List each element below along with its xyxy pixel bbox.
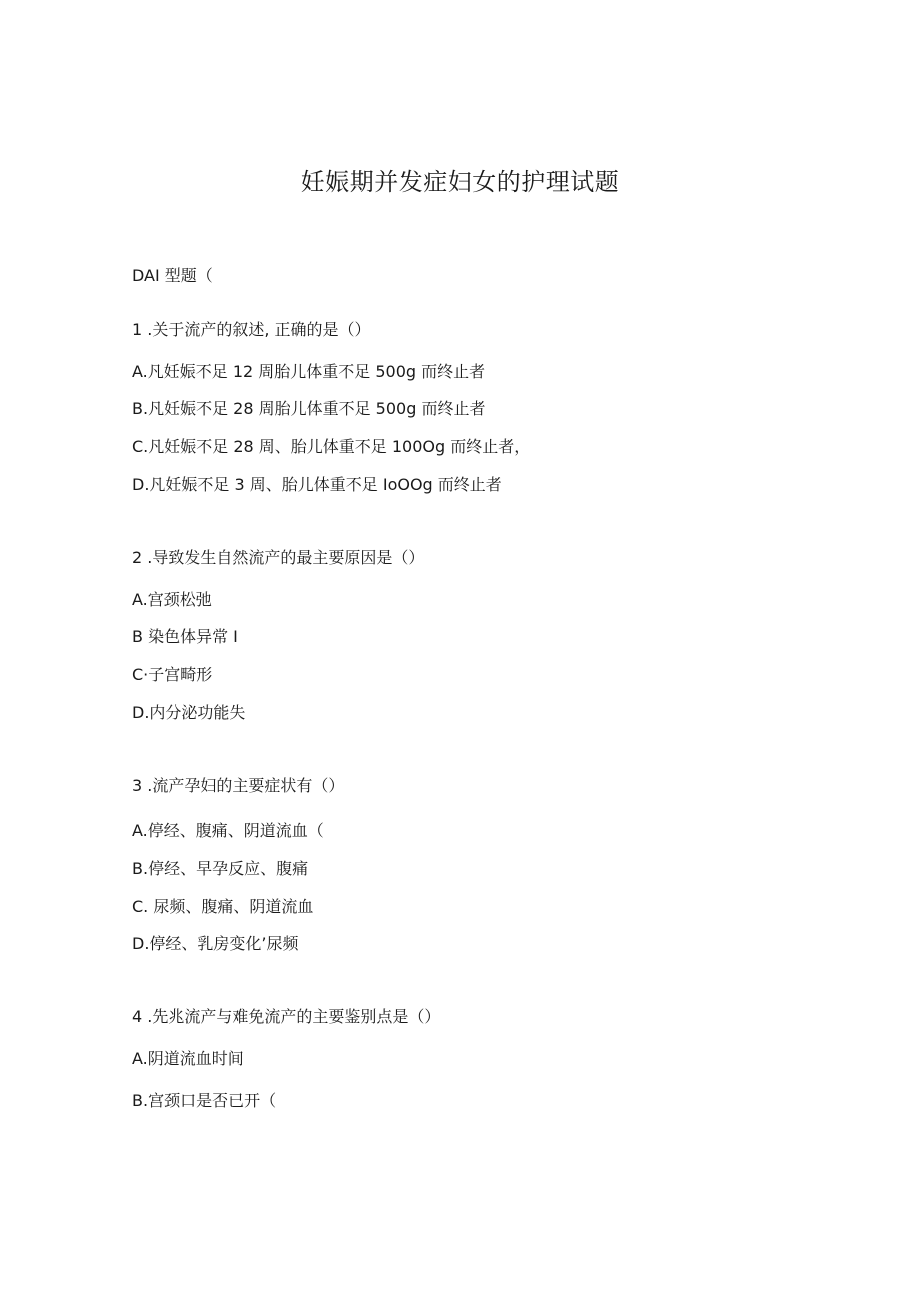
question-4-option-a: A.阴道流血时间 xyxy=(132,1049,244,1068)
question-3-stem: 3 .流产孕妇的主要症状有（） xyxy=(132,776,345,795)
question-1-option-a: A.凡妊娠不足 12 周胎儿体重不足 500g 而终止者 xyxy=(132,362,486,381)
question-4-stem: 4 .先兆流产与难免流产的主要鉴别点是（） xyxy=(132,1007,441,1026)
question-3-option-b: B.停经、早孕反应、腹痛 xyxy=(132,859,309,878)
question-4-option-b: B.宫颈口是否已开（ xyxy=(132,1091,277,1110)
question-1-option-b: B.凡妊娠不足 28 周胎儿体重不足 500g 而终止者 xyxy=(132,399,486,418)
question-2-option-a: A.宫颈松弛 xyxy=(132,590,212,609)
question-1-option-d: D.凡妊娠不足 3 周、胎儿体重不足 IoOOg 而终止者 xyxy=(132,475,502,494)
question-3-option-a: A.停经、腹痛、阴道流血（ xyxy=(132,821,324,840)
question-1-option-c: C.凡妊娠不足 28 周、胎儿体重不足 100Og 而终止者， xyxy=(132,437,531,456)
question-3-option-c: C. 尿频、腹痛、阴道流血 xyxy=(132,897,314,916)
document-title: 妊娠期并发症妇女的护理试题 xyxy=(300,168,620,196)
question-2-stem: 2 .导致发生自然流产的最主要原因是（） xyxy=(132,548,425,567)
question-2-option-c: C·子宫畸形 xyxy=(132,665,213,684)
question-2-option-b: B 染色体异常 I xyxy=(132,627,238,646)
question-1-stem: 1 .关于流产的叙述, 正确的是（） xyxy=(132,320,371,339)
question-3-option-d: D.停经、乳房变化’尿频 xyxy=(132,934,299,953)
section-heading: DAI 型题（ xyxy=(132,266,213,285)
question-2-option-d: D.内分泌功能失 xyxy=(132,703,246,722)
